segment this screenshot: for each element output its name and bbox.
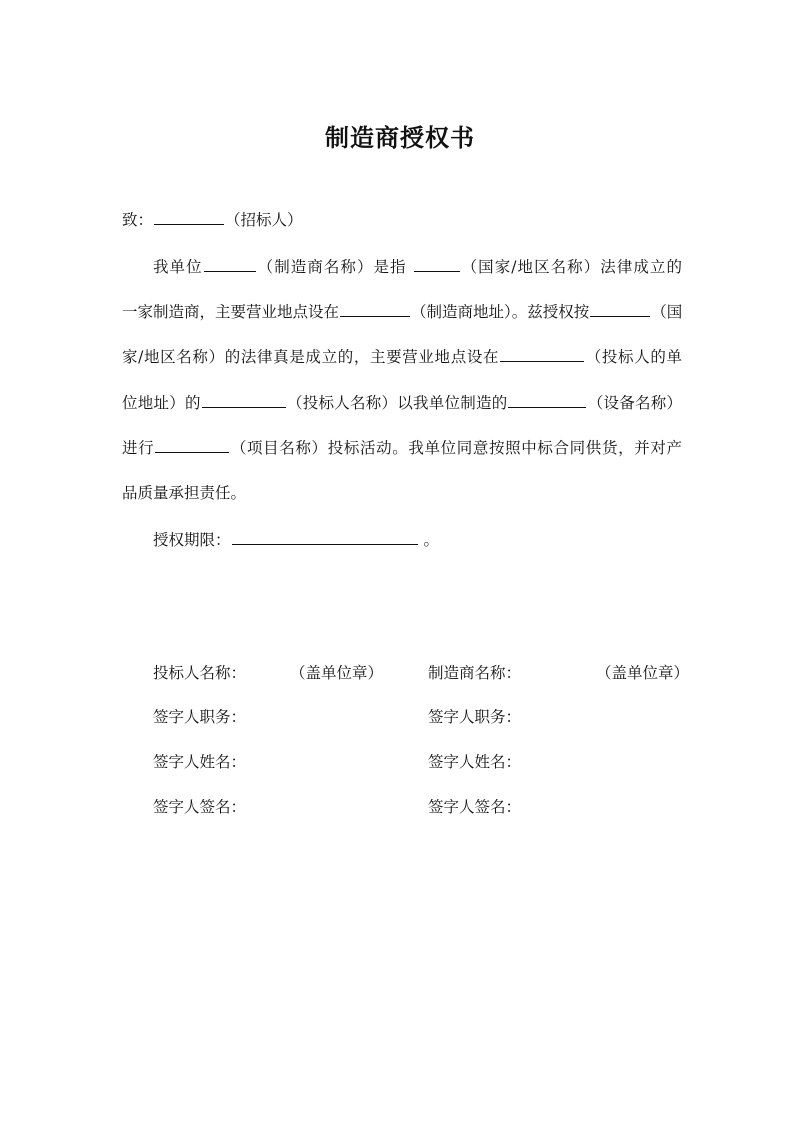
- body-text: （国家/地区名称）法律成立的: [460, 258, 682, 276]
- signer-title-left: 签字人职务：: [153, 708, 247, 726]
- authorization-period-line: [153, 528, 713, 551]
- signer-name-right: 签字人姓名：: [428, 753, 522, 771]
- country-law-blank[interactable]: [590, 300, 650, 317]
- addressee-prefix: 致：: [122, 211, 154, 229]
- period-label: 授权期限：: [153, 531, 231, 549]
- body-text: 我单位: [153, 258, 203, 276]
- body-text: 进行: [122, 439, 155, 457]
- body-text: （投标人的单: [585, 348, 682, 366]
- body-text: 一家制造商，主要营业地点设在: [122, 303, 340, 321]
- tenderer-blank[interactable]: [154, 208, 224, 225]
- signer-signature-right: 签字人签名：: [428, 798, 522, 816]
- body-line-3: [122, 345, 682, 368]
- signer-signature-left: 签字人签名：: [153, 798, 247, 816]
- bidder-name-blank[interactable]: [202, 391, 286, 408]
- body-line-2: [122, 300, 682, 323]
- signer-name-left: 签字人姓名：: [153, 753, 247, 771]
- manufacturer-name-label: 制造商名称：: [428, 664, 522, 682]
- body-text: （投标人名称）以我单位制造的: [286, 394, 508, 412]
- addressee-suffix: （招标人）: [225, 211, 303, 229]
- body-text: （国: [651, 303, 683, 321]
- body-text: （设备名称）: [587, 394, 682, 412]
- body-text: （制造商名称）是指: [256, 258, 407, 276]
- period-blank[interactable]: [232, 528, 418, 545]
- body-line-5: [122, 436, 682, 459]
- bidder-address-blank[interactable]: [500, 345, 584, 362]
- body-text: 位地址）的: [122, 394, 201, 412]
- addressee-line: [122, 208, 682, 231]
- equipment-name-blank[interactable]: [508, 391, 586, 408]
- body-text: 家/地区名称）的法律真是成立的，主要营业地点设在: [122, 348, 500, 366]
- signer-title-right: 签字人职务：: [428, 708, 522, 726]
- bidder-name-label: 投标人名称：: [153, 664, 247, 682]
- manufacturer-address-blank[interactable]: [340, 300, 410, 317]
- body-line-6: 品质量承担责任。: [122, 484, 247, 502]
- manufacturer-seal-note: （盖单位章）: [596, 664, 690, 682]
- bidder-seal-note: （盖单位章）: [290, 664, 384, 682]
- document-title: 制造商授权书: [325, 124, 475, 152]
- body-line-4: [122, 391, 682, 414]
- body-line-1: [153, 255, 682, 278]
- project-name-blank[interactable]: [155, 436, 229, 453]
- body-text: （制造商地址）。兹授权按: [411, 303, 590, 321]
- body-text: （项目名称）投标活动。我单位同意按照中标合同供货，并对产: [230, 439, 682, 457]
- country-blank[interactable]: [414, 255, 460, 272]
- manufacturer-name-blank[interactable]: [204, 255, 256, 272]
- period-end: 。: [423, 531, 439, 549]
